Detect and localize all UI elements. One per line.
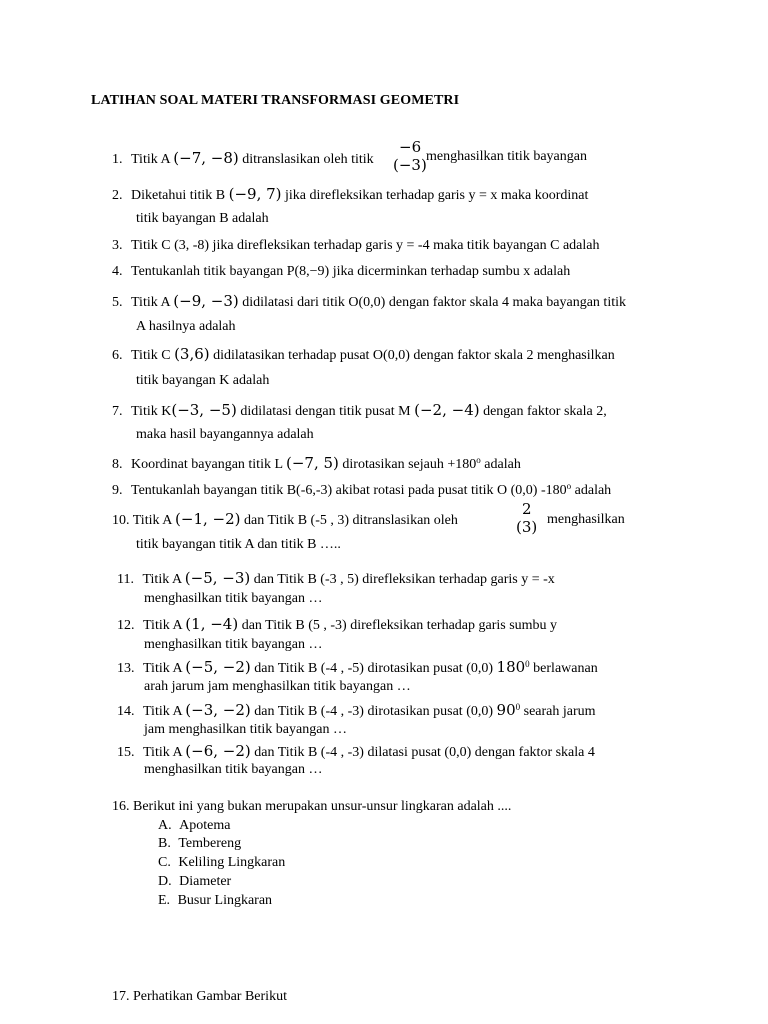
question-text: berlawanan xyxy=(529,661,598,676)
math-point: (−9, −3) xyxy=(173,292,239,310)
question-5 xyxy=(112,292,626,311)
question-text: Titik A xyxy=(131,152,174,167)
question-text: dan Titik B (-3 , 5) direfleksikan terhadap garis y = -x xyxy=(250,572,555,587)
question-text: didilatasikan terhadap pusat O(0,0) dengan faktor skala 2 menghasilkan xyxy=(209,348,615,363)
option-a xyxy=(158,818,230,834)
math-point: (1, −4) xyxy=(185,615,239,633)
translation-vector-top: −6 xyxy=(399,138,422,156)
question-text: Berikut ini yang bukan merupakan unsur-unsur lingkaran adalah .... xyxy=(129,799,512,814)
question-number: 8. xyxy=(112,457,123,472)
question-15 xyxy=(117,742,595,761)
question-text: dan Titik B (-4 , -3) dirotasikan pusat (0,0) xyxy=(250,704,497,719)
translation-vector-top: 2 xyxy=(522,500,532,518)
question-12 xyxy=(117,615,557,634)
question-number: 14. xyxy=(117,704,135,719)
question-3 xyxy=(112,238,599,254)
question-text: menghasilkan titik bayangan xyxy=(426,149,587,164)
math-angle: 180 xyxy=(496,658,526,676)
option-b xyxy=(158,836,241,852)
question-text: didilatasi dari titik O(0,0) dengan faktor skala 4 maka bayangan titik xyxy=(238,295,626,310)
question-10 xyxy=(112,510,458,529)
question-text-line2: jam menghasilkan titik bayangan … xyxy=(144,722,347,737)
question-text: Titik C (3, -8) jika direfleksikan terhadap garis y = -4 maka titik bayangan C adalah xyxy=(131,238,600,253)
option-letter: B. xyxy=(158,836,171,851)
question-14 xyxy=(117,701,596,720)
translation-vector-bottom: (−3) xyxy=(393,156,427,174)
question-text: jika direfleksikan terhadap garis y = x maka koordinat xyxy=(281,188,589,203)
option-letter: E. xyxy=(158,893,171,908)
option-text: Tembereng xyxy=(178,836,242,851)
question-6 xyxy=(112,345,615,364)
math-point: (−5, −2) xyxy=(185,658,251,676)
question-text: Titik A xyxy=(143,745,186,760)
question-text: menghasilkan xyxy=(547,512,625,527)
page-title: LATIHAN SOAL MATERI TRANSFORMASI GEOMETRI xyxy=(91,93,460,108)
question-text: searah jarum xyxy=(520,704,596,719)
question-text-line2: maka hasil bayangannya adalah xyxy=(136,427,314,442)
question-text-line2: titik bayangan B adalah xyxy=(136,211,269,226)
question-text: Titik A xyxy=(131,295,174,310)
degree-mark: o xyxy=(566,481,572,491)
question-text: didilatasi dengan titik pusat M xyxy=(236,404,415,419)
option-text: Apotema xyxy=(179,818,231,833)
question-number: 3. xyxy=(112,238,123,253)
question-text: Titik C xyxy=(131,348,175,363)
question-text-line2: A hasilnya adalah xyxy=(136,319,236,334)
option-d xyxy=(158,874,231,890)
question-number: 6. xyxy=(112,348,123,363)
translation-vector-bottom: (3) xyxy=(516,518,538,536)
question-number: 10. xyxy=(112,513,130,528)
question-text: dan Titik B (5 , -3) direfleksikan terhadap garis sumbu y xyxy=(238,618,558,633)
question-number: 13. xyxy=(117,661,135,676)
question-text: dan Titik B (-5 , 3) ditranslasikan oleh xyxy=(240,513,458,528)
degree-mark: o xyxy=(476,455,481,465)
question-text-line2: menghasilkan titik bayangan … xyxy=(144,762,323,777)
question-text: Titik A xyxy=(143,704,186,719)
degree-mark: 0 xyxy=(515,702,521,712)
question-text: Titik A xyxy=(143,618,186,633)
question-text: Diketahui titik B xyxy=(131,188,229,203)
question-9 xyxy=(112,481,611,499)
option-letter: A. xyxy=(158,818,172,833)
question-1 xyxy=(112,149,374,168)
question-text: Titik A xyxy=(129,513,176,528)
math-point: (3,6) xyxy=(174,345,210,363)
question-text: Koordinat bayangan titik L xyxy=(131,457,286,472)
question-text: Titik K xyxy=(131,404,172,419)
question-text: Titik A xyxy=(142,572,185,587)
question-text-line2: titik bayangan K adalah xyxy=(136,373,270,388)
degree-mark: 0 xyxy=(525,659,530,669)
option-text: Busur Lingkaran xyxy=(177,893,273,908)
math-point: (−1, −2) xyxy=(175,510,241,528)
question-text: dan Titik B (-4 , -3) dilatasi pusat (0,0) dengan faktor skala 4 xyxy=(250,745,595,760)
question-16 xyxy=(112,799,511,815)
question-text-line2: menghasilkan titik bayangan … xyxy=(144,637,323,652)
option-letter: D. xyxy=(158,874,172,889)
question-8 xyxy=(112,454,521,473)
question-number: 11. xyxy=(117,572,134,587)
question-number: 15. xyxy=(117,745,135,760)
question-text: adalah xyxy=(480,457,521,472)
option-text: Diameter xyxy=(179,874,232,889)
math-point: (−7, −8) xyxy=(173,149,239,167)
question-number: 16. xyxy=(112,799,130,814)
question-2 xyxy=(112,185,588,204)
question-text: dan Titik B (-4 , -5) dirotasikan pusat (0,0) xyxy=(250,661,497,676)
question-4 xyxy=(112,264,570,280)
question-11 xyxy=(117,569,555,588)
question-number: 4. xyxy=(112,264,123,279)
math-point: (−3, −5) xyxy=(171,401,237,419)
math-point: (−9, 7) xyxy=(228,185,282,203)
question-number: 12. xyxy=(117,618,135,633)
question-number: 2. xyxy=(112,188,123,203)
option-e xyxy=(158,893,272,909)
option-text: Keliling Lingkaran xyxy=(178,855,286,870)
question-text: Tentukanlah bayangan titik B(-6,-3) akibat rotasi pada pusat titik O (0,0) -180 xyxy=(131,483,567,498)
question-number: 9. xyxy=(112,483,123,498)
question-13 xyxy=(117,658,598,677)
question-number: 5. xyxy=(112,295,123,310)
question-text: ditranslasikan oleh titik xyxy=(238,152,374,167)
math-point: (−3, −2) xyxy=(185,701,251,719)
question-text: dengan faktor skala 2, xyxy=(479,404,607,419)
question-number: 1. xyxy=(112,152,123,167)
question-text: adalah xyxy=(571,483,612,498)
option-letter: C. xyxy=(158,855,171,870)
math-point: (−6, −2) xyxy=(185,742,251,760)
question-text-line2: menghasilkan titik bayangan … xyxy=(144,591,323,606)
math-point: (−5, −3) xyxy=(184,569,251,587)
question-text: Tentukanlah titik bayangan P(8,−9) jika dicerminkan terhadap sumbu x adalah xyxy=(131,264,571,279)
question-text: dirotasikan sejauh +180 xyxy=(338,457,477,472)
question-number: 17. xyxy=(112,989,130,1004)
question-7 xyxy=(112,401,607,420)
math-point: (−7, 5) xyxy=(286,454,339,472)
question-text-line2: titik bayangan titik A dan titik B ….. xyxy=(136,537,341,552)
question-text: Perhatikan Gambar Berikut xyxy=(129,989,287,1004)
math-angle: 90 xyxy=(496,701,516,719)
question-number: 7. xyxy=(112,404,123,419)
question-text-line2: arah jarum jam menghasilkan titik bayangan … xyxy=(144,679,411,694)
math-point: (−2, −4) xyxy=(414,401,480,419)
question-text: Titik A xyxy=(143,661,186,676)
option-c xyxy=(158,855,285,871)
question-17 xyxy=(112,989,287,1005)
